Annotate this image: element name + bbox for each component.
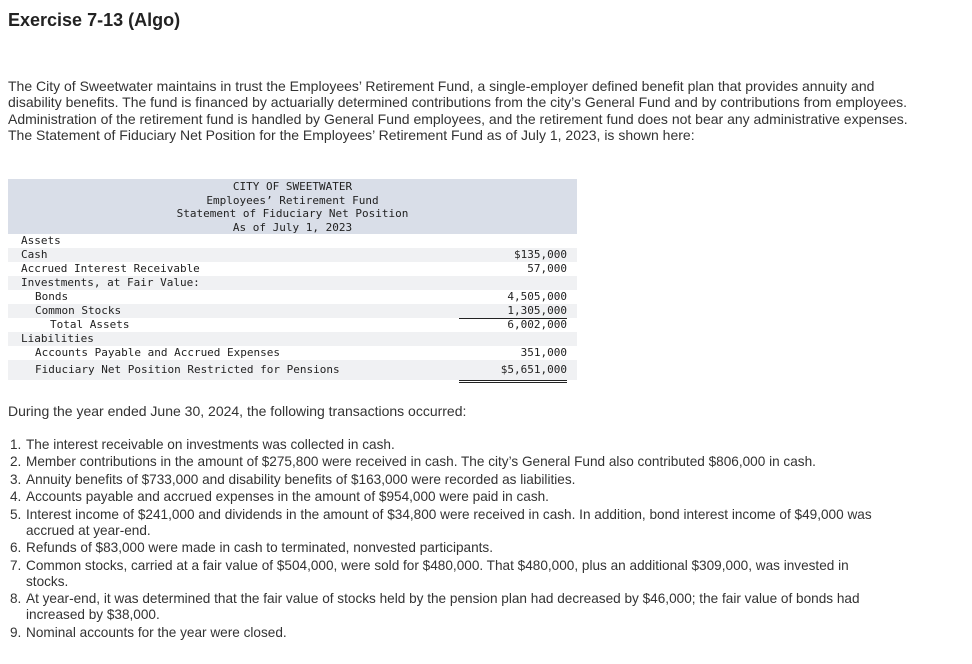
statement-heading-line: Statement of Fiduciary Net Position bbox=[176, 207, 409, 220]
row-label: Liabilities bbox=[21, 332, 94, 345]
list-item bbox=[8, 489, 888, 505]
list-item bbox=[8, 454, 888, 470]
list-item bbox=[8, 472, 888, 488]
statement-row-investments bbox=[8, 276, 577, 290]
row-label: Assets bbox=[21, 234, 61, 247]
item-text: Refunds of $83,000 were made in cash to terminated, nonvested participants. bbox=[26, 540, 493, 556]
row-label: Accrued Interest Receivable bbox=[21, 262, 200, 275]
item-number: 7. bbox=[10, 557, 22, 573]
statement-row-net-position bbox=[8, 360, 577, 380]
item-text: The interest receivable on investments was collected in cash. bbox=[26, 437, 395, 452]
item-text: Common stocks, carried at a fair value of $504,000, were sold for $480,000. That $480,000, plus an additional $309,000, was invested in stocks. bbox=[26, 557, 849, 589]
statement-row-liabilities bbox=[8, 332, 577, 346]
row-amount: $5,651,000 bbox=[459, 360, 567, 383]
statement-heading-line: CITY OF SWEETWATER bbox=[232, 180, 353, 193]
list-item bbox=[8, 540, 888, 556]
fiduciary-statement-table bbox=[8, 179, 577, 380]
statement-row-common-stocks bbox=[8, 304, 577, 318]
list-item bbox=[8, 591, 888, 623]
row-amount: $135,000 bbox=[514, 248, 567, 261]
statement-row-cash bbox=[8, 248, 577, 262]
item-number: 1. bbox=[10, 437, 22, 452]
item-number: 2. bbox=[10, 454, 22, 470]
transactions-list bbox=[8, 437, 888, 642]
row-label: Cash bbox=[21, 248, 48, 261]
row-amount: 57,000 bbox=[527, 262, 567, 275]
statement-row-assets bbox=[8, 234, 577, 248]
item-text: Accounts payable and accrued expenses in the amount of $954,000 were paid in cash. bbox=[26, 489, 549, 505]
row-label: Fiduciary Net Position Restricted for Pensions bbox=[35, 363, 340, 376]
row-label: Investments, at Fair Value: bbox=[21, 276, 200, 289]
item-text: Nominal accounts for the year were closed. bbox=[26, 624, 287, 640]
row-amount: 351,000 bbox=[459, 346, 567, 361]
intro-paragraph: The City of Sweetwater maintains in trust the Employees’ Retirement Fund, a single-employer defined benefit plan that provides annuity and disability benefits. The fund is financed by actuarially determined contributions from the city’s General Fund and by contributions from employees. Administration of the retirement fund is handled by General Fund employees, and the retirement fund does not bear any administrative expenses. The Statement of Fiduciary Net Position for the Employees’ Retirement Fund as of July 1, 2023, is shown here: bbox=[8, 78, 908, 143]
list-item bbox=[8, 437, 888, 453]
row-amount: 4,505,000 bbox=[507, 290, 567, 303]
item-text: Annuity benefits of $733,000 and disability benefits of $163,000 were recorded as liabilities. bbox=[26, 471, 576, 487]
list-item bbox=[8, 558, 888, 590]
list-item bbox=[8, 625, 888, 641]
transactions-lead-text: During the year ended June 30, 2024, the following transactions occurred: bbox=[8, 403, 467, 419]
row-amount: 1,305,000 bbox=[459, 304, 567, 319]
item-number: 9. bbox=[10, 624, 22, 640]
row-label: Common Stocks bbox=[35, 304, 122, 317]
statement-heading bbox=[8, 179, 577, 234]
item-number: 8. bbox=[10, 591, 22, 607]
row-label: Total Assets bbox=[50, 318, 130, 331]
row-label: Accounts Payable and Accrued Expenses bbox=[35, 346, 281, 359]
page-title: Exercise 7-13 (Algo) bbox=[8, 10, 181, 30]
statement-row-total-assets bbox=[8, 318, 577, 332]
item-text: At year-end, it was determined that the fair value of stocks held by the pension plan had decreased by $46,000; the fair value of bonds had increased by $38,000. bbox=[26, 591, 860, 623]
statement-heading-line: Employees’ Retirement Fund bbox=[206, 193, 379, 207]
row-amount: 6,002,000 bbox=[507, 318, 567, 331]
item-text: Member contributions in the amount of $275,800 were received in cash. The city’s General Fund also contributed $806,000 in cash. bbox=[26, 454, 816, 470]
item-number: 3. bbox=[10, 471, 22, 487]
statement-row-accrued-interest bbox=[8, 262, 577, 276]
item-text: Interest income of $241,000 and dividends in the amount of $34,800 were received in cash. In addition, bond interest income of $49,000 was accrued at year-end. bbox=[26, 506, 872, 538]
item-number: 4. bbox=[10, 489, 22, 505]
list-item bbox=[8, 507, 888, 539]
item-number: 6. bbox=[10, 540, 22, 556]
row-label: Bonds bbox=[35, 290, 69, 303]
statement-row-bonds bbox=[8, 290, 577, 304]
statement-row-accounts-payable bbox=[8, 346, 577, 360]
item-number: 5. bbox=[10, 506, 22, 522]
statement-heading-line: As of July 1, 2023 bbox=[232, 220, 353, 234]
